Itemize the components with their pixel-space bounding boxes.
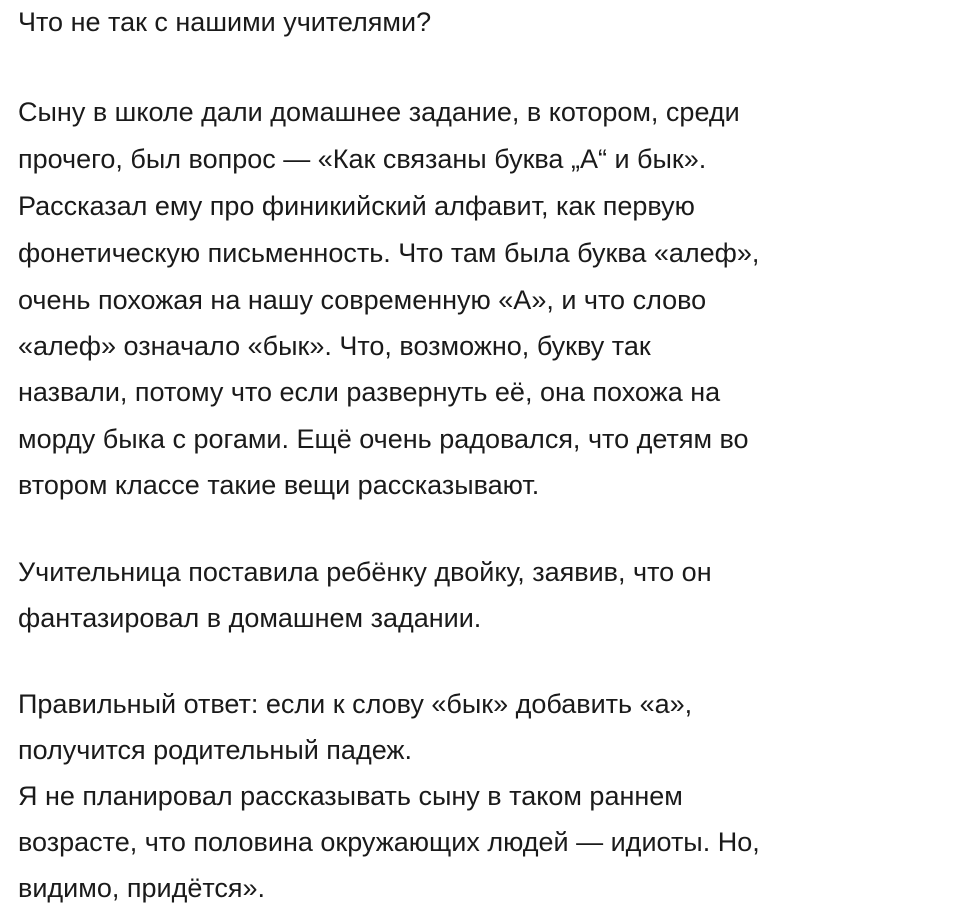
paragraph-1-line-8: морду быка с рогами. Ещё очень радовался, что детям во xyxy=(18,424,749,454)
paragraph-1-line-2: прочего, был вопрос — «Как связаны буква „А“ и бык». xyxy=(18,144,707,174)
paragraph-1-line-7: назвали, потому что если развернуть её, она похожа на xyxy=(18,377,721,407)
paragraph-1-line-3: Рассказал ему про финикийский алфавит, как первую xyxy=(18,191,695,221)
paragraph-1-line-6: «алеф» означало «бык». Что, возможно, букву так xyxy=(18,331,651,361)
paragraph-1-line-4: фонетическую письменность. Что там была буква «алеф», xyxy=(18,238,760,268)
paragraph-2-line-1: Учительница поставила ребёнку двойку, заявив, что он xyxy=(18,557,712,587)
paragraph-3-line-5: видимо, придётся». xyxy=(18,873,266,903)
paragraph-3-line-3: Я не планировал рассказывать сыну в таком раннем xyxy=(18,781,683,811)
paragraph-1-line-1: Сыну в школе дали домашнее задание, в котором, среди xyxy=(18,97,740,127)
paragraph-1-line-5: очень похожая на нашу современную «А», и что слово xyxy=(18,285,707,315)
paragraph-2-line-2: фантазировал в домашнем задании. xyxy=(18,603,482,633)
post-title: Что не так с нашими учителями? xyxy=(18,7,432,37)
paragraph-3-line-2: получится родительный падеж. xyxy=(18,735,412,765)
paragraph-3-line-4: возрасте, что половина окружающих людей — идиоты. Но, xyxy=(18,827,760,857)
paragraph-3-line-1: Правильный ответ: если к слову «бык» добавить «а», xyxy=(18,689,693,719)
paragraph-1-line-9: втором классе такие вещи рассказывают. xyxy=(18,470,540,500)
